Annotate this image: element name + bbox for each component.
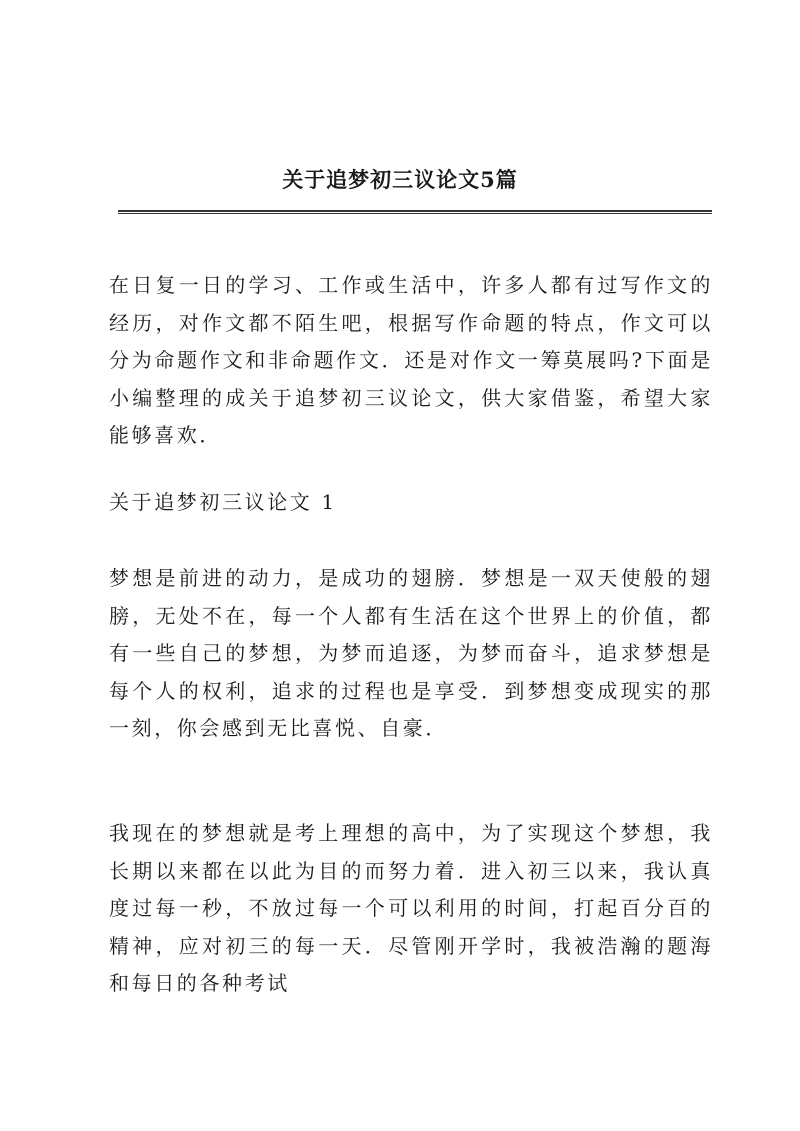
title-divider [118, 210, 712, 214]
intro-paragraph: 在日复一日的学习、工作或生活中，许多人都有过写作文的经历，对作文都不陌生吧，根据写作命题的特点，作文可以分为命题作文和非命题作文．还是对作文一筹莫展吗?下面是小编整理的成关于追梦初三议论文，供大家借鉴，希望大家能够喜欢． [109, 273, 713, 447]
body-paragraph-1: 梦想是前进的动力，是成功的翅膀．梦想是一双天使般的翅膀，无处不在，每一个人都有生活在这个世界上的价值，都有一些自己的梦想，为梦而追逐，为梦而奋斗，追求梦想是每个人的权利，追求的过程也是享受．到梦想变成现实的那一刻，你会感到无比喜悦、自豪． [109, 566, 713, 740]
document-title: 关于追梦初三议论文5篇 [282, 167, 518, 192]
section-heading: 关于追梦初三议论文 1 [109, 490, 337, 514]
body-paragraph-2: 我现在的梦想就是考上理想的高中，为了实现这个梦想，我长期以来都在以此为目的而努力着．进入初三以来，我认真度过每一秒，不放过每一个可以利用的时间，打起百分百的精神，应对初三的每一天．尽管刚开学时，我被浩瀚的题海和每日的各种考试 [109, 821, 713, 995]
